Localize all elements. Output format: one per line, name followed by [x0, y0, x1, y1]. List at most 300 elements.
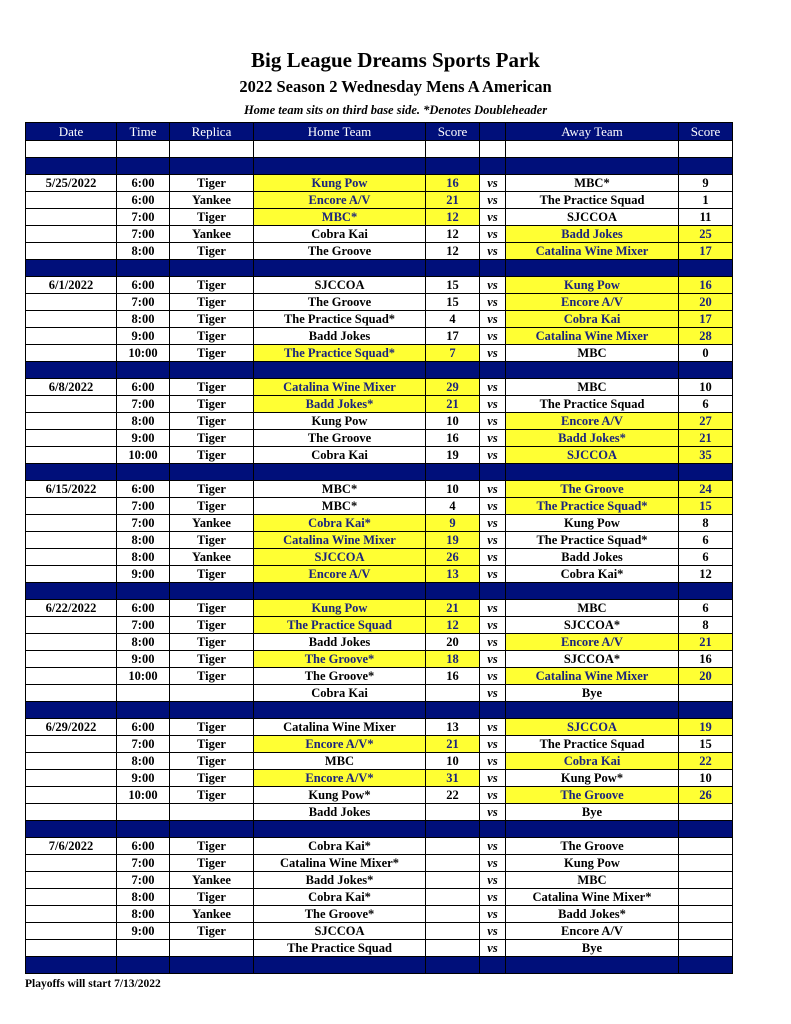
away-score-cell: 6 [679, 600, 733, 617]
empty-cell [426, 260, 480, 277]
empty-cell [254, 141, 426, 158]
away-team-cell: Cobra Kai* [506, 566, 679, 583]
time-cell: 9:00 [117, 430, 170, 447]
home-score-cell: 10 [426, 753, 480, 770]
game-row [26, 685, 733, 702]
empty-cell [480, 464, 506, 481]
empty-cell [117, 957, 170, 974]
empty-cell [254, 464, 426, 481]
empty-cell [426, 957, 480, 974]
empty-cell [254, 362, 426, 379]
vs-cell: vs [480, 175, 506, 192]
away-team-cell: Catalina Wine Mixer [506, 668, 679, 685]
home-score-cell: 15 [426, 277, 480, 294]
away-score-cell: 0 [679, 345, 733, 362]
date-cell [26, 668, 117, 685]
home-team-cell: MBC* [254, 498, 426, 515]
vs-cell: vs [480, 226, 506, 243]
game-row [26, 617, 733, 634]
game-row [26, 804, 733, 821]
away-score-cell: 35 [679, 447, 733, 464]
vs-cell: vs [480, 515, 506, 532]
empty-cell [117, 158, 170, 175]
vs-cell: vs [480, 209, 506, 226]
time-cell: 6:00 [117, 175, 170, 192]
game-row [26, 345, 733, 362]
vs-cell: vs [480, 940, 506, 957]
away-team-cell: Cobra Kai [506, 311, 679, 328]
replica-cell: Tiger [170, 243, 254, 260]
empty-cell [170, 583, 254, 600]
away-score-cell: 27 [679, 413, 733, 430]
date-cell: 7/6/2022 [26, 838, 117, 855]
date-cell: 6/29/2022 [26, 719, 117, 736]
game-row [26, 396, 733, 413]
home-team-cell: SJCCOA [254, 923, 426, 940]
time-cell: 7:00 [117, 396, 170, 413]
date-cell [26, 532, 117, 549]
date-cell [26, 243, 117, 260]
game-row [26, 243, 733, 260]
date-cell [26, 787, 117, 804]
home-score-cell [426, 804, 480, 821]
time-cell: 10:00 [117, 447, 170, 464]
empty-cell [117, 362, 170, 379]
away-team-cell: SJCCOA [506, 447, 679, 464]
week-separator [26, 583, 733, 600]
empty-cell [117, 464, 170, 481]
empty-cell [506, 141, 679, 158]
home-team-cell: Encore A/V [254, 566, 426, 583]
away-team-cell: Badd Jokes* [506, 430, 679, 447]
away-team-cell: SJCCOA [506, 719, 679, 736]
date-cell [26, 498, 117, 515]
replica-cell: Yankee [170, 872, 254, 889]
home-score-cell: 19 [426, 532, 480, 549]
date-cell [26, 634, 117, 651]
schedule-table [25, 122, 733, 974]
replica-cell: Tiger [170, 328, 254, 345]
empty-cell [117, 821, 170, 838]
replica-cell: Tiger [170, 413, 254, 430]
game-row [26, 787, 733, 804]
home-team-cell: MBC* [254, 481, 426, 498]
replica-cell: Tiger [170, 498, 254, 515]
game-row [26, 668, 733, 685]
away-team-cell: Kung Pow [506, 855, 679, 872]
empty-cell [117, 583, 170, 600]
empty-cell [170, 957, 254, 974]
empty-cell [170, 158, 254, 175]
away-score-cell: 16 [679, 651, 733, 668]
replica-cell: Tiger [170, 889, 254, 906]
away-team-cell: The Practice Squad* [506, 532, 679, 549]
away-team-cell: The Practice Squad [506, 396, 679, 413]
home-team-cell: The Practice Squad [254, 617, 426, 634]
home-score-cell: 13 [426, 566, 480, 583]
time-cell: 8:00 [117, 311, 170, 328]
away-team-cell: Kung Pow* [506, 770, 679, 787]
date-cell [26, 770, 117, 787]
home-score-cell: 7 [426, 345, 480, 362]
away-score-cell: 26 [679, 787, 733, 804]
playoffs-note: Playoffs will start 7/13/2022 [25, 978, 161, 990]
home-score-cell: 4 [426, 311, 480, 328]
time-cell: 6:00 [117, 838, 170, 855]
empty-cell [26, 260, 117, 277]
time-cell: 7:00 [117, 515, 170, 532]
away-team-cell: MBC [506, 600, 679, 617]
home-score-cell [426, 906, 480, 923]
away-team-cell: The Practice Squad [506, 736, 679, 753]
vs-cell: vs [480, 430, 506, 447]
home-team-cell: Kung Pow [254, 413, 426, 430]
date-cell [26, 430, 117, 447]
home-team-cell: The Groove* [254, 651, 426, 668]
week-separator [26, 260, 733, 277]
replica-cell: Tiger [170, 396, 254, 413]
col-header-time: Time [117, 123, 170, 141]
date-cell [26, 515, 117, 532]
empty-cell [679, 583, 733, 600]
game-row [26, 413, 733, 430]
empty-cell [480, 957, 506, 974]
game-row [26, 770, 733, 787]
away-score-cell [679, 940, 733, 957]
date-cell [26, 413, 117, 430]
empty-cell [170, 821, 254, 838]
replica-cell: Tiger [170, 719, 254, 736]
away-team-cell: SJCCOA* [506, 651, 679, 668]
away-team-cell: The Groove [506, 838, 679, 855]
time-cell: 7:00 [117, 736, 170, 753]
time-cell: 6:00 [117, 192, 170, 209]
away-score-cell: 10 [679, 770, 733, 787]
game-row [26, 906, 733, 923]
week-separator [26, 957, 733, 974]
replica-cell: Yankee [170, 226, 254, 243]
replica-cell: Tiger [170, 209, 254, 226]
away-score-cell: 8 [679, 515, 733, 532]
vs-cell: vs [480, 277, 506, 294]
home-team-cell: Badd Jokes [254, 634, 426, 651]
vs-cell: vs [480, 328, 506, 345]
home-score-cell: 21 [426, 600, 480, 617]
game-row [26, 566, 733, 583]
replica-cell: Tiger [170, 651, 254, 668]
home-team-cell: Kung Pow* [254, 787, 426, 804]
game-row [26, 328, 733, 345]
replica-cell: Tiger [170, 617, 254, 634]
away-team-cell: MBC [506, 379, 679, 396]
blank-row [26, 141, 733, 158]
away-team-cell: MBC [506, 345, 679, 362]
away-team-cell: Catalina Wine Mixer [506, 328, 679, 345]
home-score-cell [426, 838, 480, 855]
vs-cell: vs [480, 685, 506, 702]
home-team-cell: Badd Jokes* [254, 396, 426, 413]
away-team-cell: Bye [506, 685, 679, 702]
time-cell: 7:00 [117, 294, 170, 311]
game-row [26, 940, 733, 957]
away-team-cell: SJCCOA* [506, 617, 679, 634]
empty-cell [506, 583, 679, 600]
time-cell: 6:00 [117, 481, 170, 498]
home-team-cell: The Groove [254, 294, 426, 311]
home-score-cell: 29 [426, 379, 480, 396]
replica-cell: Yankee [170, 515, 254, 532]
home-team-cell: SJCCOA [254, 277, 426, 294]
date-cell: 5/25/2022 [26, 175, 117, 192]
away-score-cell: 8 [679, 617, 733, 634]
vs-cell: vs [480, 923, 506, 940]
date-cell [26, 311, 117, 328]
time-cell: 8:00 [117, 753, 170, 770]
empty-cell [679, 158, 733, 175]
empty-cell [170, 260, 254, 277]
time-cell: 9:00 [117, 328, 170, 345]
replica-cell: Tiger [170, 481, 254, 498]
time-cell: 8:00 [117, 634, 170, 651]
vs-cell: vs [480, 311, 506, 328]
away-team-cell: Encore A/V [506, 413, 679, 430]
home-score-cell: 19 [426, 447, 480, 464]
replica-cell: Tiger [170, 277, 254, 294]
date-cell [26, 940, 117, 957]
home-score-cell [426, 923, 480, 940]
vs-cell: vs [480, 770, 506, 787]
page-note: Home team sits on third base side. *Denotes Doubleheader [243, 103, 548, 117]
empty-cell [26, 583, 117, 600]
empty-cell [254, 260, 426, 277]
week-separator [26, 158, 733, 175]
replica-cell: Tiger [170, 753, 254, 770]
empty-cell [506, 957, 679, 974]
time-cell: 7:00 [117, 855, 170, 872]
replica-cell: Tiger [170, 600, 254, 617]
replica-cell: Tiger [170, 430, 254, 447]
vs-cell: vs [480, 668, 506, 685]
vs-cell: vs [480, 872, 506, 889]
game-row [26, 634, 733, 651]
empty-cell [117, 702, 170, 719]
replica-cell: Tiger [170, 668, 254, 685]
week-separator [26, 821, 733, 838]
home-score-cell: 22 [426, 787, 480, 804]
away-team-cell: Kung Pow [506, 515, 679, 532]
time-cell [117, 940, 170, 957]
date-cell [26, 685, 117, 702]
away-team-cell: The Practice Squad [506, 192, 679, 209]
game-row [26, 294, 733, 311]
col-header-away-team: Away Team [506, 123, 679, 141]
replica-cell: Tiger [170, 855, 254, 872]
col-header-date: Date [26, 123, 117, 141]
home-team-cell: The Groove* [254, 668, 426, 685]
away-score-cell [679, 685, 733, 702]
replica-cell: Yankee [170, 192, 254, 209]
vs-cell: vs [480, 804, 506, 821]
date-cell [26, 566, 117, 583]
away-team-cell: Encore A/V [506, 634, 679, 651]
home-team-cell: Encore A/V* [254, 770, 426, 787]
away-score-cell: 20 [679, 294, 733, 311]
col-header-vs [480, 123, 506, 141]
vs-cell: vs [480, 838, 506, 855]
empty-cell [117, 260, 170, 277]
time-cell: 7:00 [117, 617, 170, 634]
empty-cell [117, 141, 170, 158]
empty-cell [26, 957, 117, 974]
away-team-cell: Encore A/V [506, 923, 679, 940]
time-cell: 10:00 [117, 787, 170, 804]
empty-cell [170, 464, 254, 481]
replica-cell: Tiger [170, 770, 254, 787]
replica-cell: Tiger [170, 838, 254, 855]
home-score-cell: 16 [426, 430, 480, 447]
empty-cell [480, 362, 506, 379]
away-team-cell: MBC* [506, 175, 679, 192]
empty-cell [679, 141, 733, 158]
empty-cell [254, 583, 426, 600]
game-row [26, 379, 733, 396]
away-score-cell: 21 [679, 634, 733, 651]
home-score-cell: 16 [426, 175, 480, 192]
home-team-cell: The Practice Squad* [254, 311, 426, 328]
empty-cell [506, 821, 679, 838]
vs-cell: vs [480, 294, 506, 311]
home-score-cell [426, 872, 480, 889]
home-score-cell: 9 [426, 515, 480, 532]
time-cell: 8:00 [117, 243, 170, 260]
game-row [26, 855, 733, 872]
vs-cell: vs [480, 753, 506, 770]
empty-cell [679, 362, 733, 379]
empty-cell [679, 821, 733, 838]
home-team-cell: The Practice Squad [254, 940, 426, 957]
away-team-cell: The Groove [506, 787, 679, 804]
empty-cell [480, 702, 506, 719]
empty-cell [679, 464, 733, 481]
home-score-cell: 21 [426, 192, 480, 209]
game-row [26, 447, 733, 464]
replica-cell: Yankee [170, 549, 254, 566]
empty-cell [506, 362, 679, 379]
date-cell [26, 294, 117, 311]
empty-cell [506, 464, 679, 481]
time-cell: 8:00 [117, 413, 170, 430]
vs-cell: vs [480, 855, 506, 872]
time-cell: 7:00 [117, 209, 170, 226]
away-team-cell: Encore A/V [506, 294, 679, 311]
empty-cell [480, 141, 506, 158]
game-row [26, 311, 733, 328]
home-score-cell: 12 [426, 209, 480, 226]
home-score-cell: 13 [426, 719, 480, 736]
time-cell: 10:00 [117, 668, 170, 685]
empty-cell [170, 141, 254, 158]
time-cell: 7:00 [117, 498, 170, 515]
home-team-cell: Cobra Kai [254, 226, 426, 243]
home-team-cell: Encore A/V* [254, 736, 426, 753]
away-score-cell: 25 [679, 226, 733, 243]
time-cell: 8:00 [117, 906, 170, 923]
away-score-cell: 16 [679, 277, 733, 294]
home-team-cell: The Practice Squad* [254, 345, 426, 362]
col-header-home-team: Home Team [254, 123, 426, 141]
empty-cell [506, 702, 679, 719]
vs-cell: vs [480, 889, 506, 906]
away-team-cell: Badd Jokes* [506, 906, 679, 923]
home-team-cell: The Groove [254, 243, 426, 260]
time-cell: 6:00 [117, 277, 170, 294]
away-score-cell: 20 [679, 668, 733, 685]
empty-cell [480, 583, 506, 600]
game-row [26, 498, 733, 515]
time-cell: 7:00 [117, 872, 170, 889]
game-row [26, 889, 733, 906]
away-score-cell [679, 855, 733, 872]
away-score-cell: 15 [679, 736, 733, 753]
time-cell: 8:00 [117, 532, 170, 549]
away-score-cell: 15 [679, 498, 733, 515]
replica-cell [170, 685, 254, 702]
empty-cell [480, 260, 506, 277]
away-score-cell [679, 906, 733, 923]
home-score-cell: 21 [426, 396, 480, 413]
vs-cell: vs [480, 566, 506, 583]
empty-cell [170, 362, 254, 379]
away-score-cell: 6 [679, 396, 733, 413]
date-cell [26, 345, 117, 362]
away-score-cell: 6 [679, 532, 733, 549]
schedule-body [26, 141, 733, 974]
empty-cell [26, 158, 117, 175]
home-team-cell: Kung Pow [254, 600, 426, 617]
home-score-cell: 31 [426, 770, 480, 787]
col-header-replica: Replica [170, 123, 254, 141]
date-cell: 6/1/2022 [26, 277, 117, 294]
time-cell: 9:00 [117, 566, 170, 583]
game-row [26, 430, 733, 447]
date-cell [26, 209, 117, 226]
away-team-cell: SJCCOA [506, 209, 679, 226]
empty-cell [480, 821, 506, 838]
vs-cell: vs [480, 345, 506, 362]
empty-cell [679, 260, 733, 277]
vs-cell: vs [480, 617, 506, 634]
home-score-cell [426, 685, 480, 702]
vs-cell: vs [480, 906, 506, 923]
away-team-cell: Catalina Wine Mixer [506, 243, 679, 260]
header-row [26, 123, 733, 141]
date-cell: 6/15/2022 [26, 481, 117, 498]
col-header-home-score: Score [426, 123, 480, 141]
vs-cell: vs [480, 532, 506, 549]
vs-cell: vs [480, 413, 506, 430]
replica-cell: Tiger [170, 311, 254, 328]
empty-cell [26, 464, 117, 481]
replica-cell: Tiger [170, 345, 254, 362]
away-score-cell: 10 [679, 379, 733, 396]
date-cell [26, 447, 117, 464]
vs-cell: vs [480, 736, 506, 753]
game-row [26, 600, 733, 617]
replica-cell: Tiger [170, 294, 254, 311]
game-row [26, 209, 733, 226]
date-cell [26, 396, 117, 413]
week-separator [26, 362, 733, 379]
